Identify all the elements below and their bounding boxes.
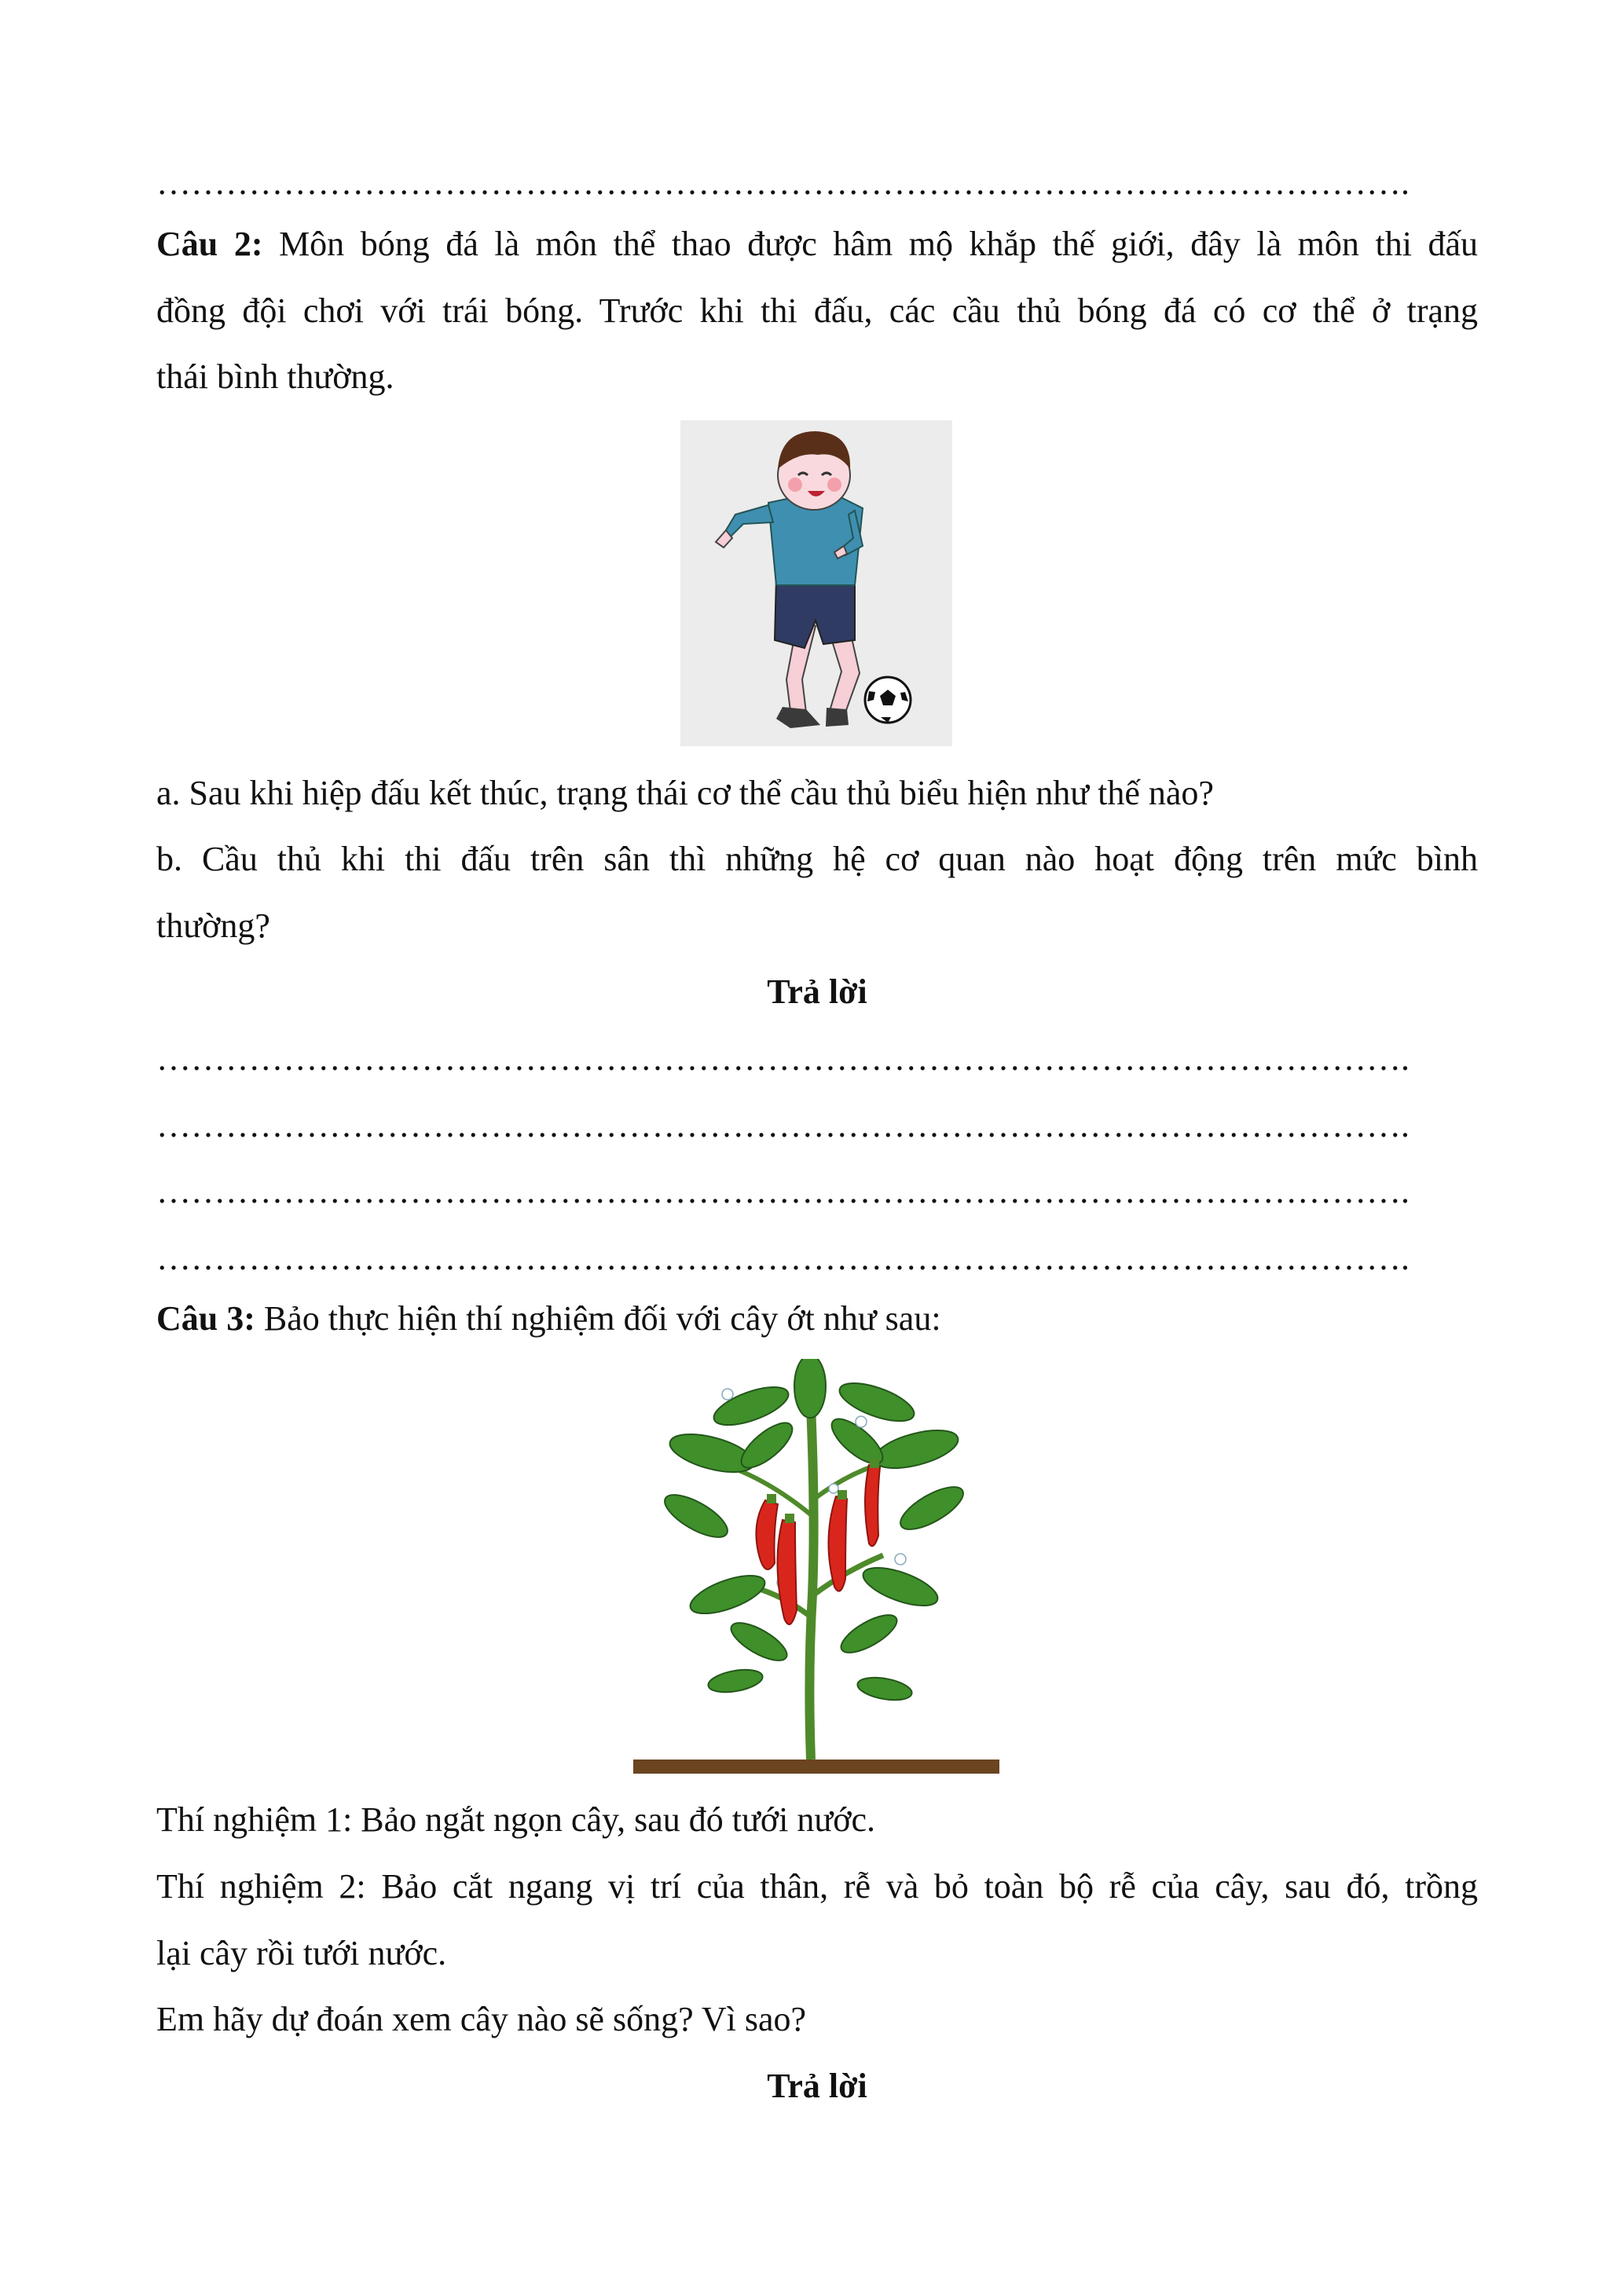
experiment-2-line-1: Thí nghiệm 2: Bảo cắt ngang vị trí của thân, rễ và bỏ toàn bộ rễ của cây, sau đó, trồng [156, 1867, 1478, 1906]
answer-dotted-line: ………………………………………………………………………………………………. [156, 163, 1410, 202]
answer-heading-q3-text: Trả lời [767, 2067, 867, 2105]
answer-heading-q2 [156, 970, 1478, 1014]
question-2-line-1 [156, 222, 1478, 266]
answer-heading-q3 [156, 2064, 1478, 2108]
question-2-part-b-line-2: thường? [156, 906, 270, 945]
question-2-label: Câu 2: [156, 225, 263, 263]
experiment-2-line-2: lại cây rồi tưới nước. [156, 1934, 447, 1972]
question-3-prompt: Em hãy dự đoán xem cây nào sẽ sống? Vì sao? [156, 2000, 807, 2038]
question-3-intro: Bảo thực hiện thí nghiệm đối với cây ớt như sau: [263, 1299, 941, 1338]
answer-dotted-line: ………………………………………………………………………………………………. [156, 1106, 1410, 1144]
question-2-part-a: a. Sau khi hiệp đấu kết thúc, trạng thái cơ thể cầu thủ biểu hiện như thế nào? [156, 774, 1214, 812]
question-2-part-b-line-1: b. Cầu thủ khi thi đấu trên sân thì những hệ cơ quan nào hoạt động trên mức bình [156, 840, 1478, 878]
question-2-line-2: đồng đội chơi với trái bóng. Trước khi thi đấu, các cầu thủ bóng đá có cơ thể ở trạng [156, 291, 1478, 330]
answer-dotted-line: ………………………………………………………………………………………………. [156, 1039, 1410, 1078]
question-2-line-3: thái bình thường. [156, 357, 394, 396]
experiment-1: Thí nghiệm 1: Bảo ngắt ngọn cây, sau đó tưới nước. [156, 1800, 875, 1839]
answer-dotted-line: ………………………………………………………………………………………………. [156, 1239, 1410, 1277]
answer-dotted-line: ………………………………………………………………………………………………. [156, 1172, 1410, 1210]
answer-heading-q2-text: Trả lời [767, 972, 867, 1011]
question-3-intro-line [156, 1297, 1478, 1341]
question-2-text-1: Môn bóng đá là môn thể thao được hâm mộ khắp thế giới, đây là môn thi đấu [279, 225, 1479, 263]
chili-plant-illustration [633, 1359, 999, 1775]
soccer-player-illustration [680, 420, 952, 746]
question-3-label: Câu 3: [156, 1299, 255, 1338]
